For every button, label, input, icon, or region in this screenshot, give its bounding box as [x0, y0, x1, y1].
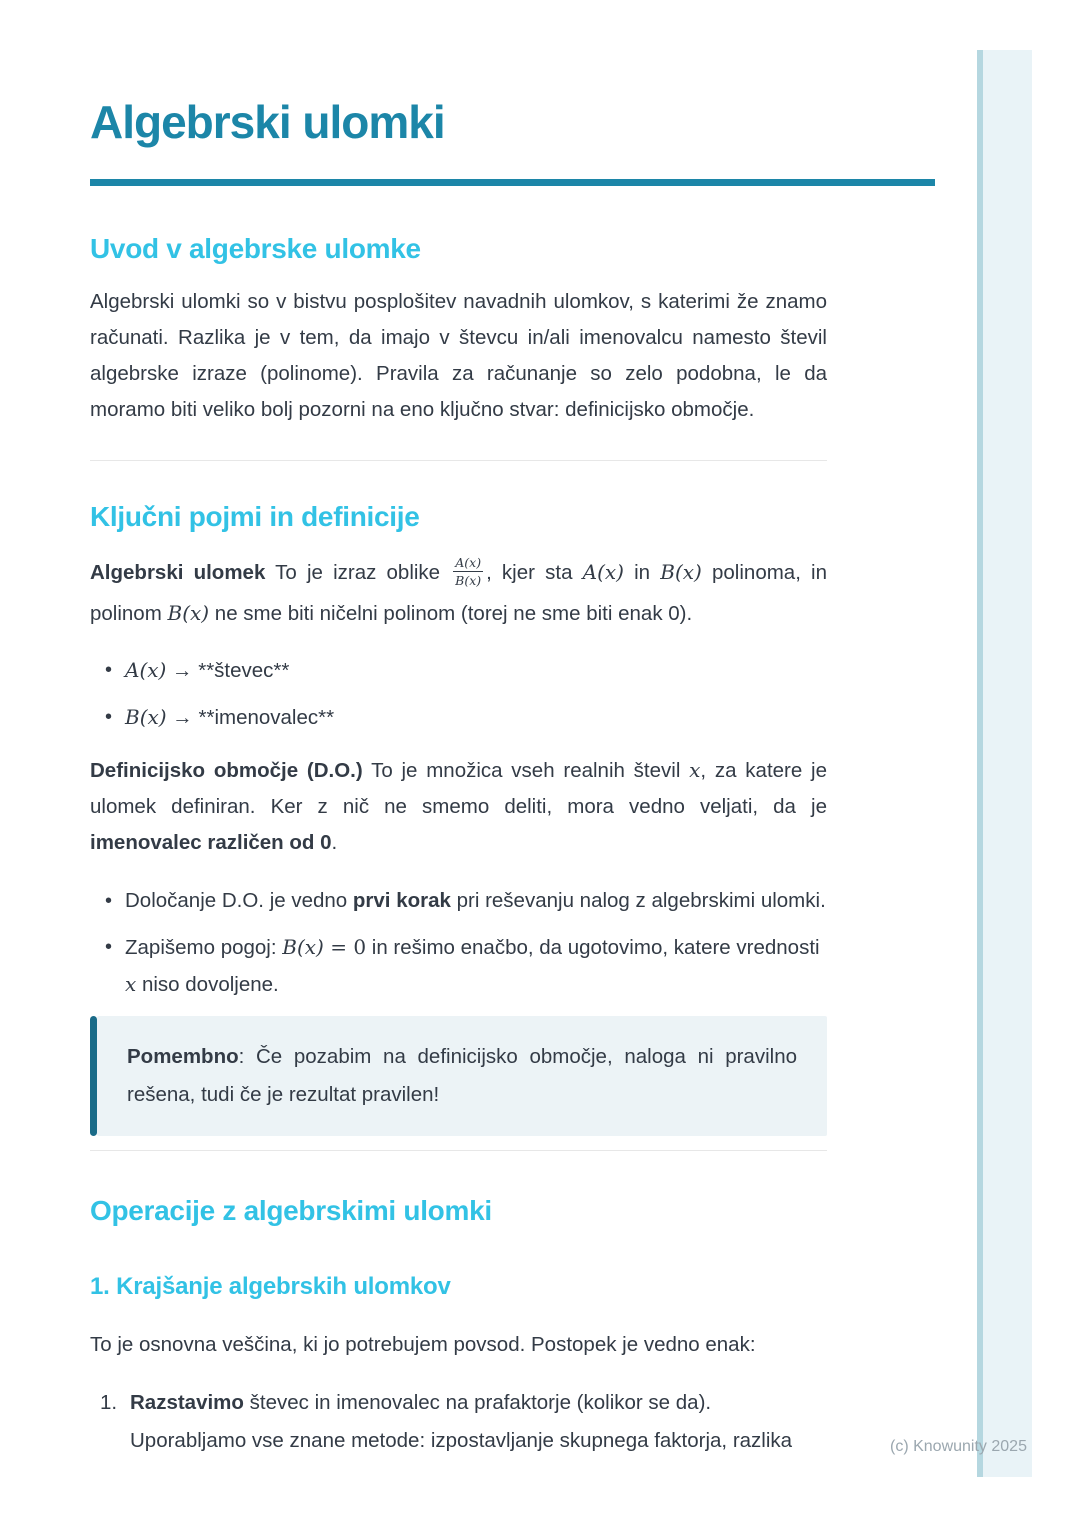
section-heading-concepts: Ključni pojmi in definicije	[90, 501, 420, 532]
step-number: 1.	[100, 1391, 118, 1414]
step-text	[130, 1384, 827, 1460]
math-Bx-condition: B(x)	[282, 935, 324, 959]
list-item	[90, 1384, 827, 1460]
first-step-bullet-text	[125, 883, 827, 919]
fraction-denominator: B(x)	[455, 573, 482, 589]
page-title: Algebrski ulomki	[90, 96, 445, 148]
important-callout	[90, 1016, 827, 1136]
step-line-2: Uporabljamo vse znane metode: izpostavljanje skupnega faktorja, razlika	[130, 1429, 793, 1452]
fraction-definition-paragraph	[90, 552, 827, 634]
bullet-dot-icon: •	[105, 659, 113, 681]
section-heading-operations: Operacije z algebrskimi ulomki	[90, 1195, 492, 1226]
do-bullet2-text-1: Zapišemo pogoj:	[125, 936, 283, 959]
numerator-bullet-text	[125, 652, 827, 689]
denominator-bullet-rest: → **imenovalec**	[166, 706, 335, 729]
list-item	[90, 699, 827, 736]
math-Bx: B(x)	[660, 560, 702, 584]
step-line1-rest: števec in imenovalec na prafaktorje (kolikor se da).	[243, 1391, 712, 1414]
bullet-dot-icon: •	[105, 890, 113, 912]
fracdef-text-1: To je izraz oblike	[265, 561, 451, 584]
copyright-watermark: (c) Knowunity 2025	[890, 1438, 1027, 1455]
fracdef-text-3: in	[623, 561, 661, 584]
math-Ax-bullet: A(x)	[125, 658, 167, 682]
condition-bullet-text	[125, 929, 827, 1003]
math-equals-zero: = 0	[323, 935, 367, 959]
symbol-bullet-list	[90, 652, 827, 736]
domain-text-2: , za katere je ulomek definiran. Ker z nič ne smemo deliti, mora vedno veljati, da je	[90, 759, 827, 818]
domain-strong: imenovalec različen od 0	[90, 831, 332, 854]
do-bullet1-text-1: Določanje D.O. je vedno	[125, 889, 353, 912]
callout-strong: Pomembno	[127, 1045, 239, 1068]
list-item	[90, 929, 827, 1003]
term-definicijsko-obmocje: Definicijsko območje (D.O.)	[90, 759, 363, 782]
do-bullet2-text-2: in rešimo enačbo, da ugotovimo, katere vrednosti	[366, 936, 820, 959]
section-heading-intro: Uvod v algebrske ulomke	[90, 233, 421, 264]
callout-body	[97, 1016, 827, 1136]
domain-text-3: .	[331, 831, 338, 854]
list-item	[90, 652, 827, 689]
intro-paragraph: Algebrski ulomki so v bistvu posplošitev navadnih ulomkov, s katerimi že znamo računati. Razlika je v tem, da imajo v števcu in/ali imenovalcu namesto števil algebrske izraze (polinome). Pravila za računanje so zelo podobna, le da moramo biti veliko bolj pozorni na eno ključno stvar: definicijsko območje.	[90, 290, 827, 421]
do-bullet1-text-2: pri reševanju nalog z algebrskimi ulomki.	[450, 889, 826, 912]
domain-bullet-list	[90, 883, 827, 1003]
fracdef-text-2: , kjer sta	[486, 561, 583, 584]
math-x-2: x	[125, 972, 137, 996]
step-strong: Razstavimo	[130, 1391, 244, 1414]
term-algebrski-ulomek: Algebrski ulomek	[90, 561, 266, 584]
denominator-bullet-text	[125, 699, 827, 736]
step-line-1	[130, 1384, 827, 1422]
math-Bx-bullet: B(x)	[125, 705, 167, 729]
steps-numbered-list	[90, 1384, 827, 1460]
math-Ax: A(x)	[582, 560, 624, 584]
do-bullet2-text-3: niso dovoljene.	[136, 973, 279, 996]
callout-accent-bar	[90, 1016, 97, 1136]
section-divider	[90, 1150, 827, 1151]
callout-text	[127, 1038, 797, 1114]
fraction-numerator: A(x)	[455, 555, 482, 571]
fracdef-text-4: polinoma, in polinom	[90, 561, 828, 625]
list-item	[90, 883, 827, 919]
callout-rest: : Če pozabim na definicijsko območje, naloga ni pravilno rešena, tudi če je rezultat pravilen!	[127, 1045, 797, 1106]
math-x: x	[689, 758, 701, 782]
title-rule	[90, 179, 935, 186]
fracdef-text-5: ne sme biti ničelni polinom (torej ne sme biti enak 0).	[209, 602, 693, 625]
domain-text-1: To je množica vseh realnih števil	[362, 759, 690, 782]
subsection-heading-krajsanje: 1. Krajšanje algebrskih ulomkov	[90, 1273, 451, 1300]
document-content	[90, 0, 827, 1460]
do-bullet1-strong: prvi korak	[352, 889, 451, 912]
decorative-side-strip	[977, 50, 1032, 1477]
section-divider	[90, 460, 827, 461]
numerator-bullet-rest: → **števec**	[166, 659, 290, 682]
bullet-dot-icon: •	[105, 936, 113, 958]
skill-intro-paragraph: To je osnovna veščina, ki jo potrebujem povsod. Postopek je vedno enak:	[90, 1333, 756, 1356]
fraction-a-over-b	[453, 555, 483, 588]
domain-definition-paragraph	[90, 752, 827, 861]
math-Bx-2: B(x)	[167, 601, 210, 625]
bullet-dot-icon: •	[105, 706, 113, 728]
